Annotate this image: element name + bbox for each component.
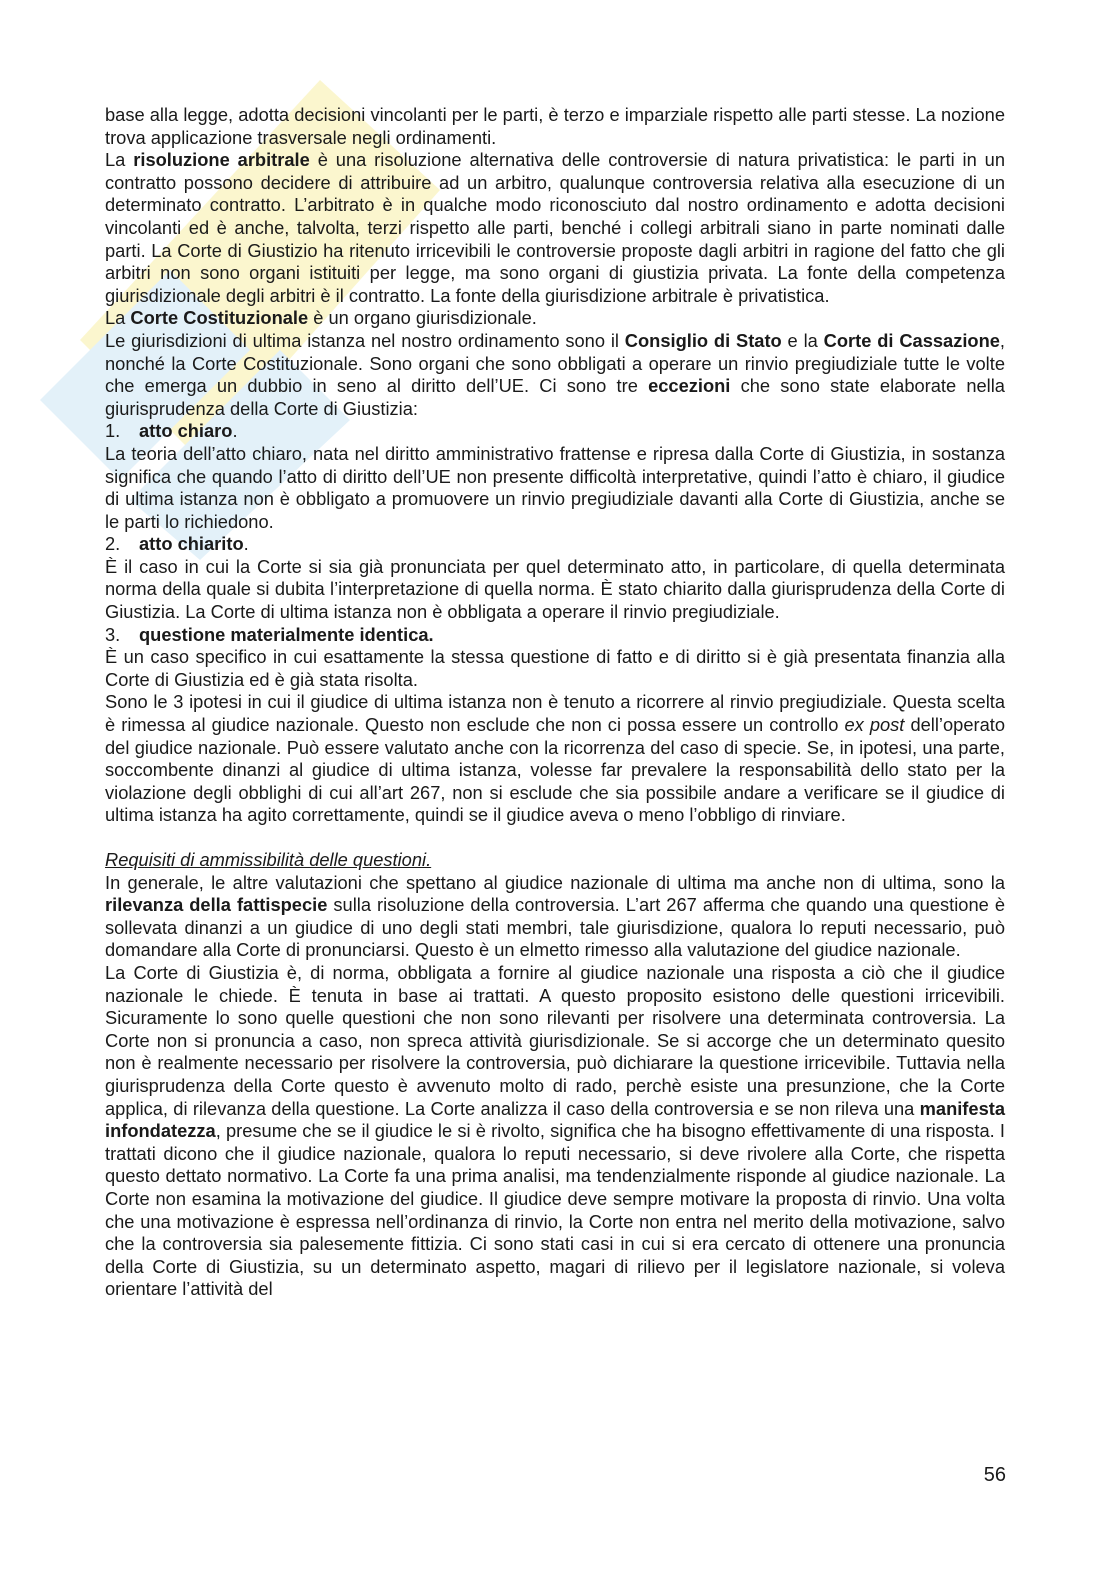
- paragraph: È il caso in cui la Corte si sia già pronunciata per quel determinato atto, in particolare, di quella determinata norma della quale si dubita l’interpretazione di quella norma. È stato chiarito dalla giurisprudenza della Corte di Giustizia. La Corte di ultima istanza non è obbligata a operare il rinvio pregiudiziale.: [105, 555, 1005, 623]
- bold-term: Corte Costituzionale: [130, 307, 309, 329]
- list-label: questione materialmente identica.: [139, 623, 434, 645]
- list-item: 1. atto chiaro.: [105, 420, 238, 442]
- list-item: 2. atto chiarito.: [105, 533, 249, 555]
- list-label: atto chiaro: [139, 420, 233, 442]
- paragraph: Sono le 3 ipotesi in cui il giudice di ultima istanza non è tenuto a ricorrere al rinvio pregiudiziale. Questa scelta è rimessa al giudice nazionale. Questo non esclude che non ci possa essere un controllo ex post dell’operato del giudice nazionale. Può essere valutato anche con la ricorrenza del caso di specie. Se, in ipotesi, una parte, soccombente dinanzi al giudice di ultima istanza, volesse far prevalere la responsabilità dello stato per la violazione degli obblighi di cui all’art 267, non si esclude che sia possibile andare a verificare se il giudice di ultima istanza ha agito correttamente, quindi se il giudice aveva o meno l’obbligo di rinviare.: [105, 691, 1005, 826]
- paragraph: Le giurisdizioni di ultima istanza nel nostro ordinamento sono il Consiglio di Stato e la Corte di Cassazione, nonché la Corte Costituzionale. Sono organi che sono obbligati a operare un rinvio pregiudiziale tutte le volte che emerga un dubbio in seno al diritto dell’UE. Ci sono tre eccezioni che sono state elaborate nella giurisprudenza della Corte di Giustizia:: [105, 329, 1006, 419]
- list-number: 2.: [105, 533, 121, 555]
- section-heading: Requisiti di ammissibilità delle questioni.: [105, 849, 432, 870]
- document-body: [105, 104, 1005, 1301]
- bold-term: risoluzione arbitrale: [133, 149, 310, 171]
- list-label: atto chiarito: [139, 533, 244, 555]
- paragraph: La risoluzione arbitrale è una risoluzione alternativa delle controversie di natura privatistica: le parti in un contratto possono decidere di attribuire ad un arbitro, qualunque controversia relativa alla esecuzione di un determinato contratto. L’arbitrato è in qualche modo riconosciuto dal nostro ordinamento e adotta decisioni vincolanti ed è anche, talvolta, terzi rispetto alle parti, benché i collegi arbitrali siano in parte nominati dalle parti. La Corte di Giustizio ha ritenuto irricevibili le controversie proposte dagli arbitri in ragione del fatto che gli arbitri non sono organi istituiti per legge, ma sono organi di giustizia privata. La fonte della competenza giurisdizionale degli arbitri è il contratto. La fonte della giurisdizione arbitrale è privatistica.: [105, 149, 1006, 306]
- list-number: 3.: [105, 623, 121, 645]
- bold-term: manifesta infondatezza: [105, 1097, 1005, 1142]
- paragraph: La Corte di Giustizia è, di norma, obbligata a fornire al giudice nazionale una risposta a ciò che il giudice nazionale le chiede. È tenuta in base ai trattati. A questo proposito esistono delle questioni irricevibili. Sicuramente lo sono quelle questioni che non sono rilevanti per risolvere una determinata controversia. La Corte non si pronuncia a caso, non spreca attività giurisdizionale. Se si accorge che un determinato quesito non è realmente necessario per risolvere la controversia, può dichiarare la questione irricevibile. Tuttavia nella giurisprudenza della Corte questo è avvenuto molto di rado, perchè esiste una presunzione, che la Corte applica, di rilevanza della questione. La Corte analizza il caso della controversia e se non rileva una manifesta infondatezza, presume che se il giudice le si è rivolto, significa che ha bisogno effettivamente di una risposta. I trattati dicono che il giudice nazionale, qualora lo reputi necessario, si deve rivolere alla Corte, che rispetta questo dettato normativo. La Corte fa una prima analisi, ma tendenzialmente risponde al giudice nazionale. La Corte non esamina la motivazione del giudice. Il giudice deve sempre motivare la proposta di rinvio. Una volta che una motivazione è espressa nell’ordinanza di rinvio, la Corte non entra nel merito della motivazione, salvo che la controversia sia palesemente fittizia. Ci sono stati casi in cui si era cercato di ottenere una pronuncia della Corte di Giustizia, su un determinato aspetto, magari di rilievo per il legislatore nazionale, si voleva orientare l’attività del: [105, 961, 1005, 1300]
- list-item: [105, 624, 1005, 647]
- paragraph: In generale, le altre valutazioni che spettano al giudice nazionale di ultima ma anche non di ultima, sono la rilevanza della fattispecie sulla risoluzione della controversia. L’art 267 afferma che quando una questione è sollevata dinanzi a un giudice di uno degli stati membri, tale giurisdizione, qualora lo reputi necessario, può domandare alla Corte di pronunciarsi. Questo è un elmetto rimesso alla valutazione del giudice nazionale.: [105, 871, 1005, 961]
- paragraph: La Corte Costituzionale è un organo giurisdizionale.: [105, 307, 537, 329]
- page-number: 56: [983, 1464, 1006, 1486]
- bold-term: Corte di Cassazione: [823, 329, 1000, 351]
- bold-term: rilevanza della fattispecie: [105, 894, 328, 916]
- bold-term: Consiglio di Stato: [624, 329, 782, 351]
- paragraph: La teoria dell’atto chiaro, nata nel diritto amministrativo frattense e ripresa dalla Corte di Giustizia, in sostanza significa che quando l’atto di diritto dell’UE non presente difficoltà interpretative, quindi l’atto è chiaro, il giudice di ultima istanza non è obbligato a promuovere un rinvio pregiudiziale davanti alla Corte di Giustizia, anche se le parti lo richiedono.: [105, 442, 1005, 532]
- italic-term: ex post: [844, 714, 905, 736]
- paragraph: base alla legge, adotta decisioni vincolanti per le parti, è terzo e imparziale rispetto alle parti stesse. La nozione trova applicazione trasversale negli ordinamenti.: [105, 104, 1005, 148]
- list-number: 1.: [105, 420, 121, 442]
- bold-term: eccezioni: [648, 375, 731, 397]
- paragraph: È un caso specifico in cui esattamente la stessa questione di fatto e di diritto si è già presentata finanzia alla Corte di Giustizia ed è già stata risolta.: [105, 646, 1005, 690]
